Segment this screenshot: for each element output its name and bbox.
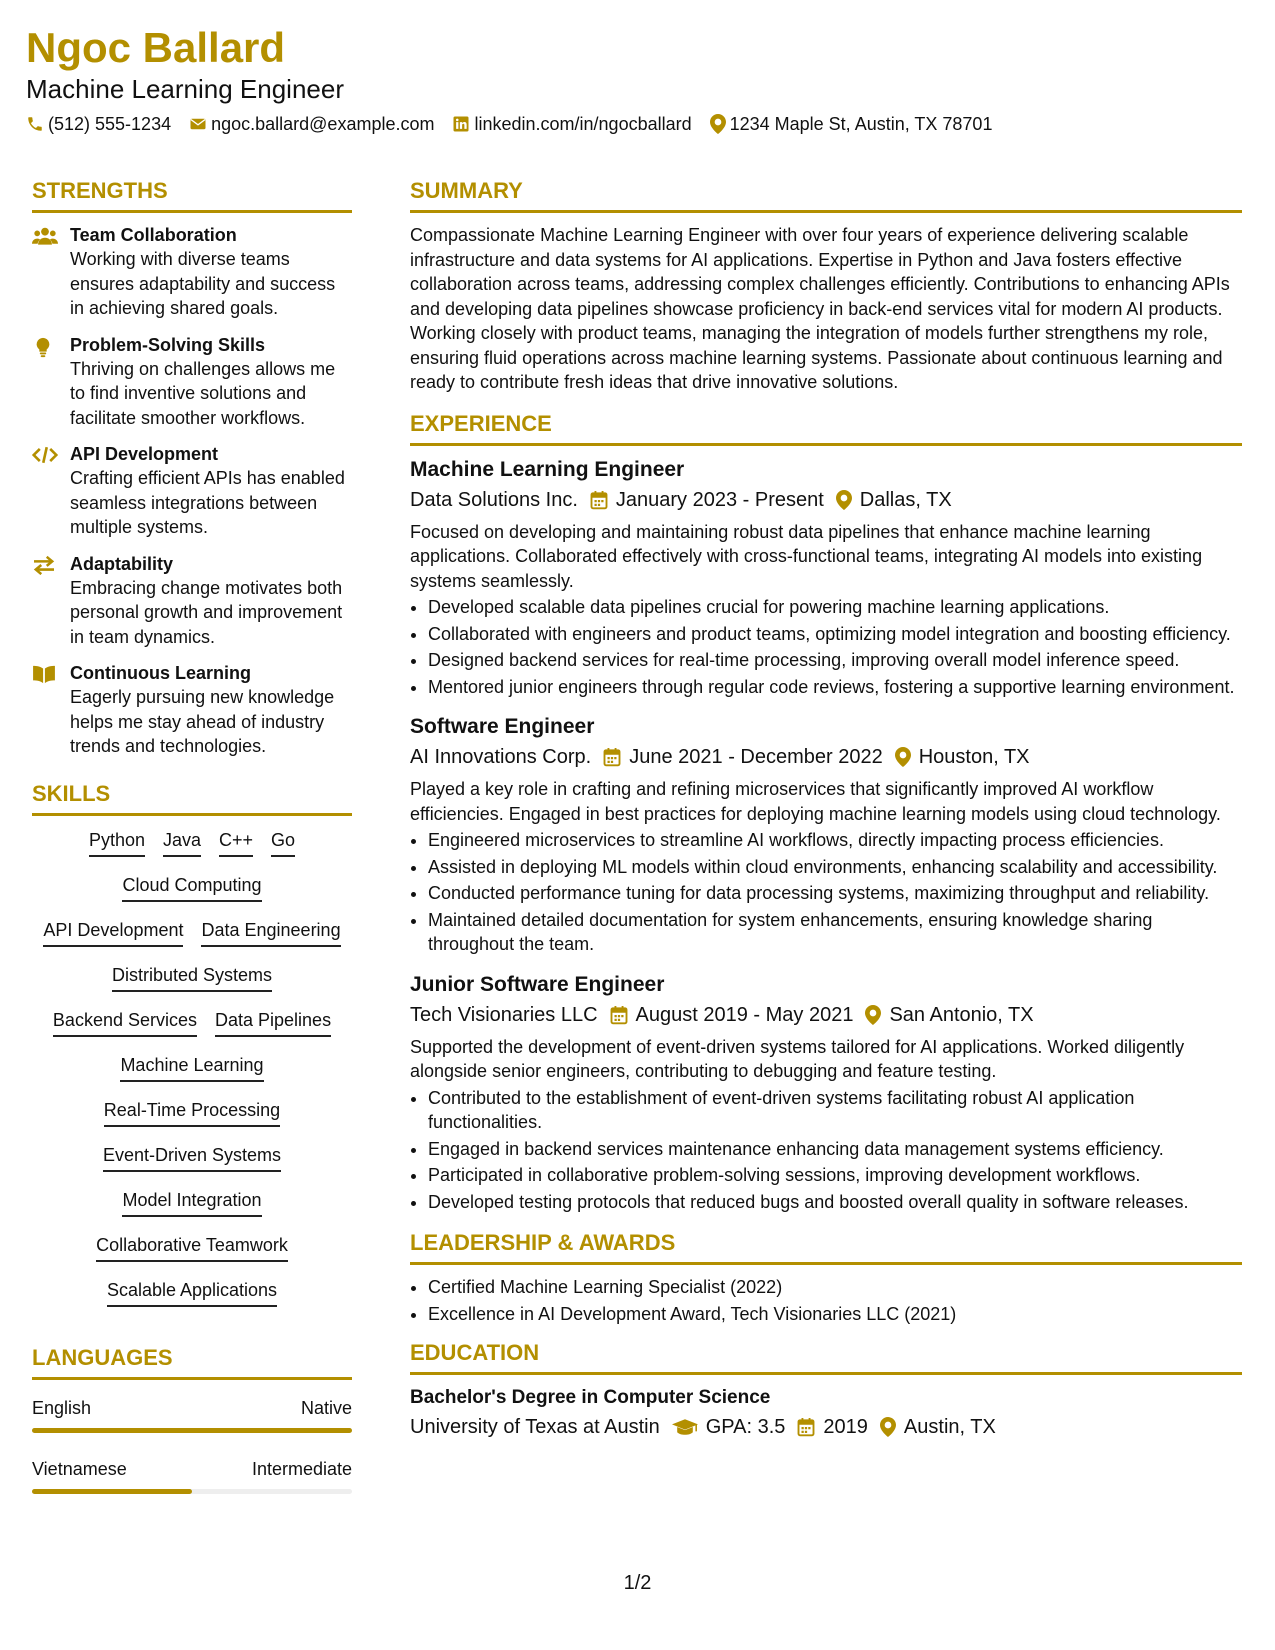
job-bullet: • Maintained detailed documentation for system enhancements, ensuring knowledge sharing throughout the team. [428,908,1242,957]
language-level: Native [300,1397,352,1418]
job-bullet: • Designed backend services for real-time processing, improving overall model inference speed. [428,648,1242,673]
grad-year: 2019 [823,1416,868,1438]
page-number: 1/2 [623,1572,652,1594]
languages-list [32,1390,352,1494]
job-company: Tech Visionaries LLC [410,1003,598,1026]
degree-title: Bachelor's Degree in Computer Science [410,1387,771,1408]
job-summary: Focused on developing and maintaining robust data pipelines that enhance machine learning applications. Collaborated effectively with cross-functional teams, integrating AI models into existing systems seamlessly. [410,521,1203,591]
job-title: Junior Software Engineer [410,972,665,996]
skill-row [32,1141,352,1186]
calendar-icon [610,1005,628,1025]
strength-title: Team Collaboration [70,225,237,245]
language-item [32,1396,352,1433]
job-bullet: • Assisted in deploying ML models within cloud environments, enhancing scalability and accessibility. [428,855,1242,880]
contact-address [710,112,993,136]
strength-desc: Embracing change motivates both personal growth and improvement in team dynamics. [70,577,343,647]
skill-tag: Real-Time Processing [104,1096,280,1127]
job-bullet: • Developed scalable data pipelines crucial for powering machine learning applications. [428,595,1242,620]
job-bullet: • Contributed to the establishment of event-driven systems facilitating robust AI application functionalities. [428,1086,1242,1135]
strength-item [32,333,352,431]
job-bullet: • Collaborated with engineers and product teams, optimizing model integration and boosting efficiency. [428,622,1242,647]
language-proficiency-fill [32,1428,352,1433]
job-bullets [410,828,1242,957]
job-bullet: • Participated in collaborative problem-solving sessions, improving development workflows. [428,1163,1242,1188]
award-item: • Certified Machine Learning Specialist (2022) [428,1275,1242,1300]
education-meta [410,1413,1242,1441]
strength-title: Adaptability [70,553,174,574]
edu-location-group [880,1413,996,1441]
linkedin-text[interactable]: linkedin.com/in/ngocballard [474,114,692,134]
skill-tag: Event-Driven Systems [103,1141,281,1172]
language-proficiency-fill [32,1489,192,1494]
strength-item [32,552,352,650]
language-proficiency-bar [32,1428,352,1433]
strength-desc: Eagerly pursuing new knowledge helps me stay ahead of industry trends and technologies. [70,687,335,756]
job-dates-group [603,743,883,771]
location-pin-icon [895,747,911,767]
school-name: University of Texas at Austin [410,1416,660,1438]
email-text[interactable]: ngoc.ballard@example.com [211,114,435,134]
skill-tag: C++ [219,826,253,857]
skill-tag: API Development [43,916,183,947]
job-title: Software Engineer [410,715,595,738]
skill-tag: Distributed Systems [112,961,272,992]
language-name: English [32,1397,92,1418]
skill-tag: Data Engineering [201,916,340,947]
strengths-heading: STRENGTHS [32,176,352,213]
job-bullet: • Mentored junior engineers through regular code reviews, fostering a supportive learning environment. [428,675,1242,700]
skill-tag: Model Integration [122,1186,261,1217]
location-pin-icon [865,1005,881,1025]
edu-location: Austin, TX [903,1416,996,1438]
skill-row [32,1051,352,1096]
strengths-list [32,223,352,759]
skill-tag: Scalable Applications [107,1276,277,1307]
job-dates: August 2019 - May 2021 [635,1003,854,1026]
strength-title: Problem-Solving Skills [70,334,266,355]
exchange-icon [32,555,56,575]
left-column [32,176,352,1518]
language-item [32,1457,352,1494]
job-title: Machine Learning Engineer [410,457,685,481]
skill-row [32,1186,352,1231]
location-pin-icon [710,114,726,134]
calendar-icon [797,1417,815,1437]
skill-tag: Java [163,826,201,857]
skill-row [32,961,352,1006]
job-company: Data Solutions Inc. [410,488,578,511]
job-bullet: • Engaged in backend services maintenance enhancing data management systems efficiency. [428,1137,1242,1162]
skill-tag: Backend Services [53,1006,197,1037]
summary-heading: SUMMARY [410,176,1242,213]
leadership-heading: LEADERSHIP & AWARDS [410,1228,1242,1265]
calendar-icon [603,747,621,767]
job-entry [410,456,1242,700]
skill-tag: Go [271,826,295,857]
strength-title: API Development [70,444,219,464]
strength-desc: Working with diverse teams ensures adaptability and success in achieving shared goals. [70,249,336,318]
address-text: 1234 Maple St, Austin, TX 78701 [729,114,993,134]
skill-row [32,1231,352,1276]
job-meta [410,486,1242,514]
calendar-icon [590,490,608,510]
skill-tag: Machine Learning [120,1051,263,1082]
skill-row [32,1096,352,1141]
job-bullets [410,1086,1242,1215]
skill-tag: Collaborative Teamwork [96,1231,288,1262]
phone-text: (512) 555-1234 [48,114,172,134]
experience-heading: EXPERIENCE [410,409,1242,446]
strength-item [32,442,352,540]
job-summary: Supported the development of event-driven systems tailored for AI applications. Worked diligently alongside senior engineers, contributing to debugging and feature testing. [410,1036,1185,1081]
job-company: AI Innovations Corp. [410,746,592,768]
right-column [410,176,1242,1447]
users-icon [32,226,58,246]
job-bullets [410,595,1242,699]
location-pin-icon [836,490,852,510]
book-icon [32,664,56,684]
skill-tag: Data Pipelines [215,1006,331,1037]
grad-year-group [797,1413,868,1441]
linkedin-icon [452,115,470,133]
skills-list [32,826,352,1321]
contact-linkedin[interactable] [452,112,691,136]
graduation-cap-icon [672,1417,698,1437]
contact-email[interactable] [189,112,434,136]
strength-desc: Crafting efficient APIs has enabled seamless integrations between multiple systems. [70,468,345,537]
gpa: GPA: 3.5 [705,1416,786,1438]
summary-text: Compassionate Machine Learning Engineer with over four years of experience delivering scalable infrastructure and data systems for AI applications. Expertise in Python and Java fosters effective collaboration across teams, addressing complex challenges efficiently. Contributions to enhancing APIs and developing data pipelines showcase proficiency in back-end services vital for modern AI products. Working closely with product teams, managing the integration of models further strengthens my role, ensuring fluid operations across machine learning systems. Passionate about continuous learning and ready to contribute fresh ideas that drive innovative solutions. [410,225,1230,392]
job-dates-group [610,1001,854,1029]
job-dates: January 2023 - Present [615,488,824,511]
skill-tag: Cloud Computing [122,871,261,902]
leadership-list [410,1275,1242,1326]
job-bullet: • Developed testing protocols that reduced bugs and boosted overall quality in software releases. [428,1190,1242,1215]
gpa-group [672,1413,786,1441]
phone-icon [26,115,44,133]
lightbulb-icon [32,336,54,358]
code-icon [32,445,58,465]
contact-bar [26,112,1010,136]
job-meta [410,1001,1242,1029]
job-location: San Antonio, TX [889,1003,1034,1026]
job-location: Houston, TX [918,746,1030,768]
candidate-role: Machine Learning Engineer [26,74,344,104]
skill-row [32,871,352,916]
skills-heading: SKILLS [32,779,352,816]
skill-row [32,1276,352,1321]
languages-heading: LANGUAGES [32,1343,352,1380]
job-bullet: • Conducted performance tuning for data processing systems, maximizing throughput and reliability. [428,881,1242,906]
job-entry [410,713,1242,957]
envelope-icon [189,115,207,133]
education-heading: EDUCATION [410,1338,1242,1375]
job-dates: June 2021 - December 2022 [629,746,883,768]
strength-item [32,661,352,759]
skill-row [32,1006,352,1051]
job-location-group [895,743,1030,771]
strength-item [32,223,352,321]
candidate-name: Ngoc Ballard [26,24,286,71]
job-summary: Played a key role in crafting and refining microservices that significantly improved AI workflow efficiencies. Engaged in best practices for deploying machine learning models using cloud technology. [410,779,1221,824]
job-entry [410,971,1242,1215]
contact-phone [26,112,171,136]
job-location-group [836,486,952,514]
job-bullet: • Engineered microservices to streamline AI workflows, directly impacting process efficiencies. [428,828,1242,853]
job-dates-group [590,486,824,514]
location-pin-icon [880,1417,896,1437]
strength-desc: Thriving on challenges allows me to find inventive solutions and facilitate smoother workflows. [70,358,336,428]
skill-row [32,826,352,871]
strength-title: Continuous Learning [70,663,251,683]
job-location-group [865,1001,1033,1029]
language-proficiency-bar [32,1489,352,1494]
language-name: Vietnamese [32,1458,127,1479]
job-meta [410,743,1242,771]
language-level: Intermediate [251,1458,352,1479]
skill-tag: Python [89,826,145,857]
job-location: Dallas, TX [859,488,952,511]
award-item: • Excellence in AI Development Award, Tech Visionaries LLC (2021) [428,1302,1242,1327]
skill-row [32,916,352,961]
